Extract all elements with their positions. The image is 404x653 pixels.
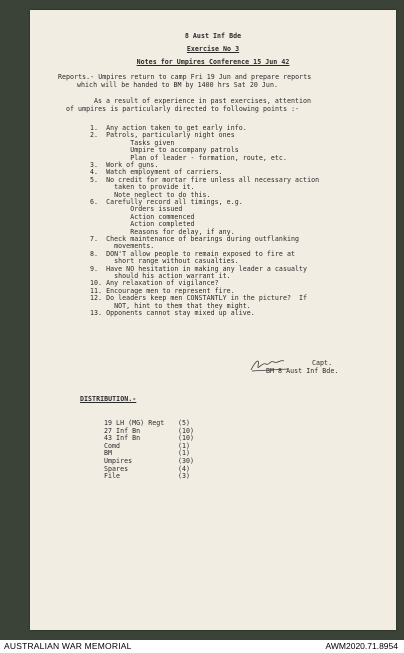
point-line: Orders issued — [90, 205, 183, 214]
point-line: should his action warrant it. — [90, 272, 231, 280]
reports-line-2: which will be handed to BM by 1400 hrs Sat 20 Jun. — [77, 81, 278, 89]
distribution-unit: BM — [104, 449, 113, 458]
point-line: Plan of leader - formation, route, etc. — [90, 153, 287, 162]
distribution-copies: (5) — [178, 419, 191, 427]
distribution-unit: Umpires — [104, 457, 133, 465]
distribution-unit: File — [104, 472, 121, 481]
footer-institution: AUSTRALIAN WAR MEMORIAL — [4, 641, 132, 651]
distribution-unit: 27 Inf Bn — [104, 426, 141, 435]
point-line: 8. DON'T allow people to remain exposed to fire at — [90, 249, 296, 258]
document-heading: 8 Aust Inf Bde — [184, 32, 242, 40]
point-line: Umpire to accompany patrols — [90, 146, 239, 155]
point-line: Reasons for delay, if any. — [90, 227, 235, 236]
point-line: 5. No credit for mortar fire unless all necessary action — [90, 175, 320, 184]
point-line: 1. Any action taken to get early info. — [90, 124, 247, 132]
point-line: Tasks given — [90, 138, 175, 147]
point-line: 7. Check maintenance of bearings during outflanking — [90, 235, 300, 243]
distribution-copies: (10) — [178, 426, 195, 435]
distribution-unit: Spares — [104, 464, 129, 473]
distribution-unit: Comd — [104, 441, 121, 450]
point-line: Action commenced — [90, 212, 195, 221]
distribution-copies: (30) — [178, 457, 195, 465]
signature-rank: Capt. — [312, 359, 333, 367]
point-line: 2. Patrols, particularly night ones — [90, 131, 235, 140]
point-line: 11. Encourage men to represent fire. — [90, 286, 235, 295]
point-line: 3. Work of guns. — [90, 161, 159, 169]
point-line: taken to provide it. — [90, 183, 195, 192]
distribution-copies: (10) — [178, 434, 195, 443]
reports-line-1: Reports.- Umpires return to camp Fri 19 Jun and prepare reports — [58, 73, 312, 81]
point-line: 12. Do leaders keep men CONSTANTLY in the picture? If — [90, 294, 308, 303]
point-line: short range without casualties. — [90, 257, 239, 266]
point-line: 10. Any relaxation of vigilance? — [90, 279, 219, 288]
document-page — [30, 10, 396, 630]
point-line: 13. Opponents cannot stay mixed up alive. — [90, 309, 255, 317]
distribution-copies: (1) — [178, 441, 191, 450]
distribution-unit: 43 Inf Bn — [104, 434, 141, 443]
point-line: Action completed — [90, 220, 195, 229]
exercise-title: Exercise No 3 — [186, 45, 240, 53]
distribution-title: DISTRIBUTION.- — [80, 395, 137, 403]
intro-line-1: As a result of experience in past exercises, attention — [94, 97, 312, 105]
archive-footer — [0, 640, 404, 653]
distribution-unit: 19 LH (MG) Regt — [104, 419, 165, 427]
distribution-copies: (1) — [178, 449, 191, 458]
point-line: 6. Carefully record all timings, e.g. — [90, 198, 243, 206]
point-line: NOT, hint to them that they might. — [90, 301, 251, 310]
point-line: 4. Watch employment of carriers. — [90, 168, 223, 177]
distribution-copies: (3) — [178, 472, 191, 481]
point-line: 9. Have NO hesitation in making any leader a casualty — [90, 264, 308, 273]
footer-accession: AWM2020.71.8954 — [325, 641, 398, 651]
document-subject: Notes for Umpires Conference 15 Jun 42 — [136, 58, 290, 66]
point-line: movements. — [90, 242, 155, 251]
intro-line-2: of umpires is particularly directed to following points :- — [66, 105, 300, 113]
distribution-copies: (4) — [178, 464, 191, 473]
point-line: Note neglect to do this. — [90, 190, 211, 199]
signature-unit: BM 8 Aust Inf Bde. — [266, 367, 339, 375]
